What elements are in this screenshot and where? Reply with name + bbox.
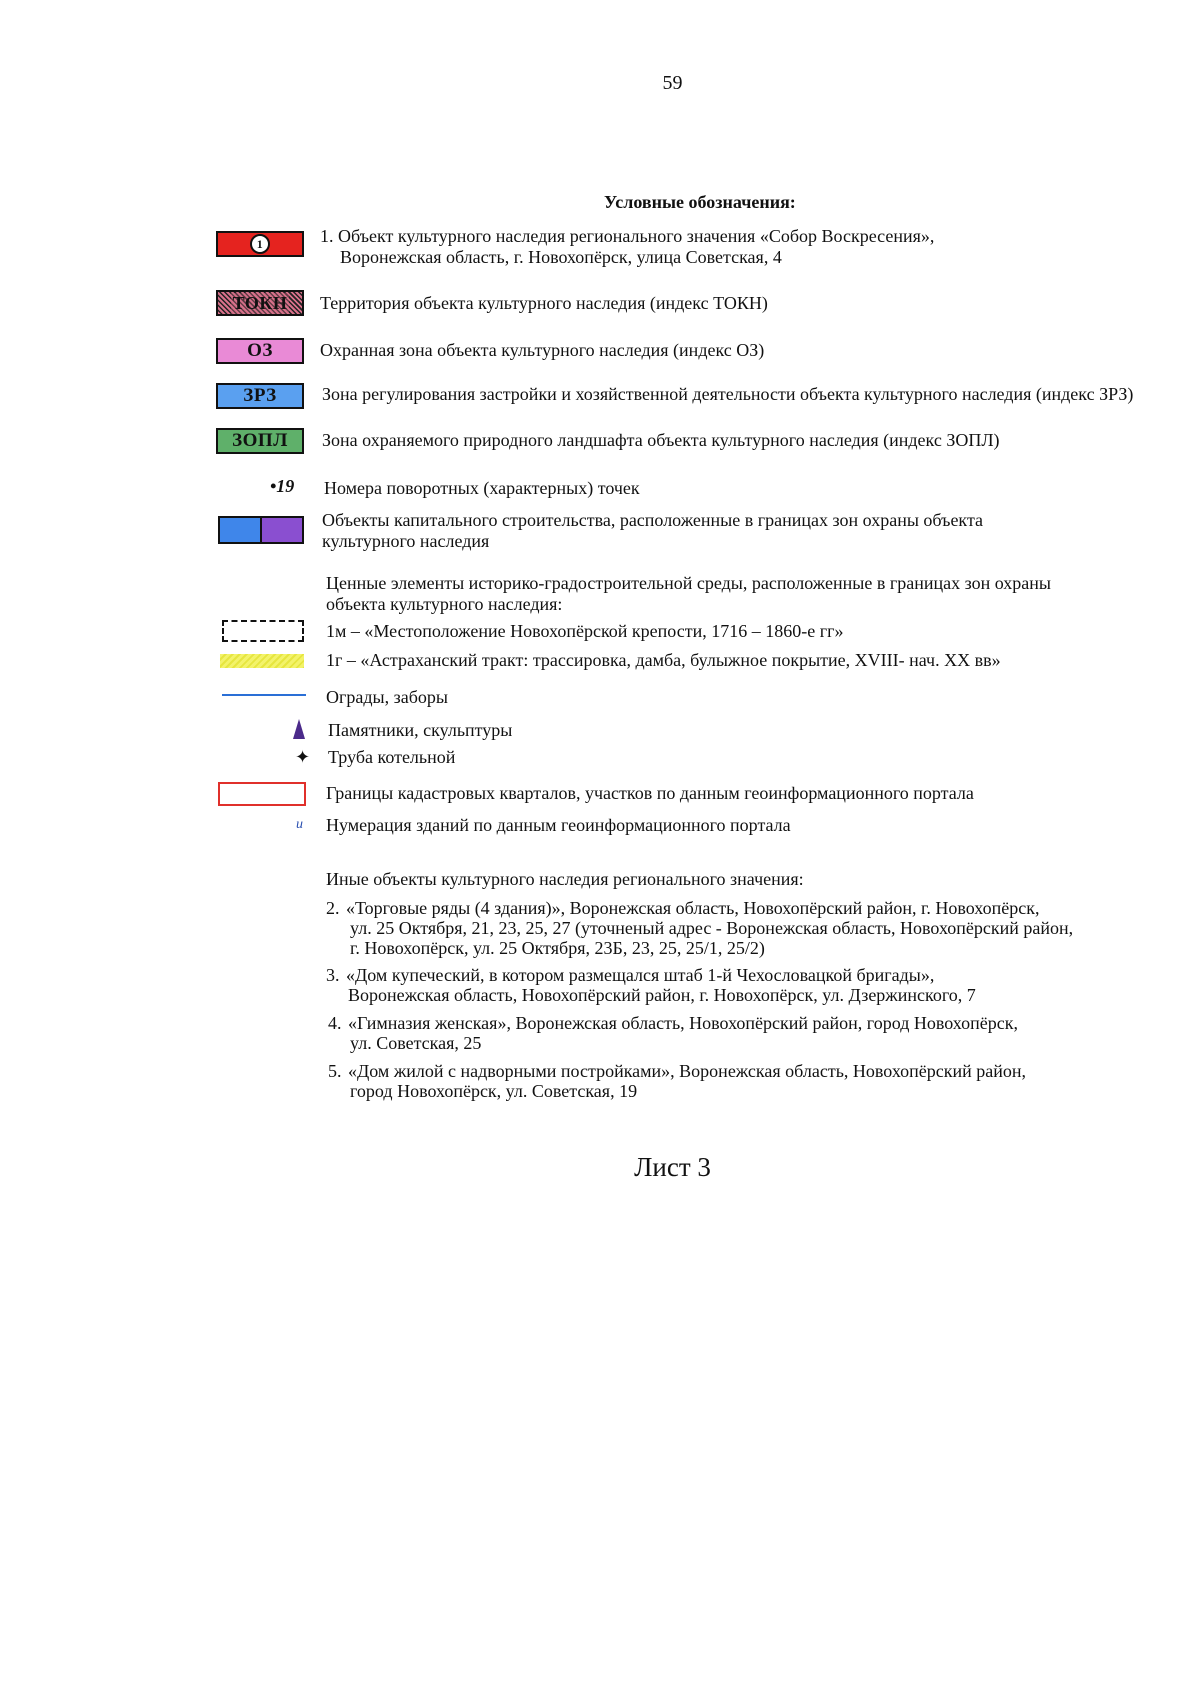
other-objects-title: Иные объекты культурного наследия регионального значения: [326, 869, 804, 889]
fortress-label: 1м – «Местоположение Новохопёрской крепости, 1716 – 1860-е гг» [326, 621, 844, 641]
tokn-swatch [216, 290, 304, 316]
list-item-line: город Новохопёрск, ул. Советская, 19 [350, 1081, 638, 1101]
capital-label-line1: Объекты капитального строительства, расположенные в границах зон охраны объекта [322, 510, 984, 530]
zopl-swatch [216, 428, 304, 454]
oz-code: ОЗ [247, 340, 273, 361]
astrakhan-road-label: 1г – «Астраханский тракт: трассировка, дамба, булыжное покрытие, XVIII- нач. XX вв» [326, 650, 1001, 670]
list-item-number: 5. [328, 1061, 342, 1081]
list-item-line: «Дом жилой с надворными постройками», Воронежская область, Новохопёрский район, [348, 1061, 1027, 1081]
capital-label-line2: культурного наследия [322, 531, 490, 551]
building-number-label: Нумерация зданий по данным геоинформационного портала [326, 815, 791, 835]
tokn-label: Территория объекта культурного наследия (индекс ТОКН) [320, 293, 768, 313]
valuable-elements-heading-line1: Ценные элементы историко-градостроительной среды, расположенные в границах зон охраны [326, 573, 1051, 593]
oz-label: Охранная зона объекта культурного наследия (индекс ОЗ) [320, 340, 765, 360]
cultural-object-label-line1: 1. Объект культурного наследия регионального значения «Собор Воскресения», [320, 226, 935, 246]
list-item [328, 1013, 1018, 1034]
astrakhan-road-swatch [220, 654, 304, 668]
point-number-marker: •19 [270, 476, 295, 496]
list-item [326, 898, 1039, 919]
cadastral-label: Границы кадастровых кварталов, участков по данным геоинформационного портала [326, 783, 974, 803]
zrz-label: Зона регулирования застройки и хозяйственной деятельности объекта культурного наследия (индекс ЗРЗ) [322, 384, 1134, 404]
cultural-object-label-line2: Воронежская область, г. Новохопёрск, улица Советская, 4 [340, 247, 782, 267]
valuable-elements-heading-line2: объекта культурного наследия: [326, 594, 563, 614]
fences-label: Ограды, заборы [326, 687, 448, 707]
cadastral-boundary-swatch [218, 782, 306, 806]
points-label: Номера поворотных (характерных) точек [324, 478, 640, 498]
list-item-line: ул. Советская, 25 [350, 1033, 482, 1053]
list-item-number: 4. [328, 1013, 342, 1033]
monument-icon [293, 719, 305, 739]
capital-construction-swatch [218, 516, 304, 544]
zopl-label: Зона охраняемого природного ландшафта объекта культурного наследия (индекс ЗОПЛ) [322, 430, 1000, 450]
zopl-code: ЗОПЛ [232, 430, 288, 451]
capital-swatch-blue [220, 518, 262, 542]
page-number: 59 [662, 72, 683, 94]
sheet-label: Лист 3 [634, 1152, 711, 1182]
chimney-icon: ✦ [295, 747, 311, 767]
tokn-code: ТОКН [232, 292, 288, 313]
chimney-label: Труба котельной [328, 747, 456, 767]
list-item-line: «Торговые ряды (4 здания)», Воронежская область, Новохопёрский район, г. Новохопёрск, [346, 898, 1040, 918]
list-item-number: 2. [326, 898, 340, 918]
list-item-line: «Гимназия женская», Воронежская область, Новохопёрский район, город Новохопёрск, [348, 1013, 1018, 1033]
legend-title: Условные обозначения: [604, 192, 796, 212]
list-item-number: 3. [326, 965, 340, 985]
list-item-line: ул. 25 Октября, 21, 23, 25, 27 (уточненый адрес - Воронежская область, Новохопёрский район, [350, 918, 1074, 938]
fence-line-swatch [222, 694, 306, 696]
zrz-code: ЗРЗ [243, 385, 277, 406]
list-item [326, 965, 934, 986]
list-item-line: Воронежская область, Новохопёрский район, г. Новохопёрск, ул. Дзержинского, 7 [348, 985, 976, 1005]
list-item-line: «Дом купеческий, в котором размещался штаб 1-й Чехословацкой бригады», [346, 965, 935, 985]
capital-swatch-purple [262, 518, 302, 542]
list-item [328, 1061, 1026, 1082]
oz-swatch [216, 338, 304, 364]
fortress-dashed-swatch [222, 620, 304, 642]
building-number-marker: и [296, 817, 303, 832]
monuments-label: Памятники, скульптуры [328, 720, 513, 740]
zrz-swatch [216, 383, 304, 409]
list-item-line: г. Новохопёрск, ул. 25 Октября, 23Б, 23, 25, 25/1, 25/2) [350, 938, 765, 958]
cultural-object-swatch [216, 231, 304, 257]
circle-number-icon: 1 [250, 234, 270, 254]
